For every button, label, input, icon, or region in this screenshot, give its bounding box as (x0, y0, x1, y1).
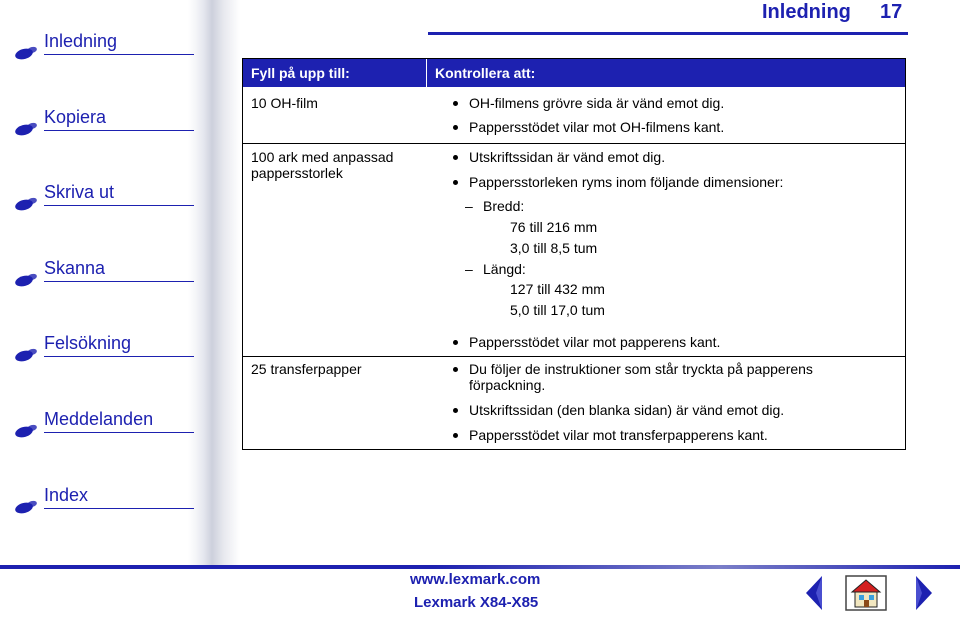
bullet-icon (453, 101, 458, 106)
next-page-icon[interactable] (904, 572, 942, 614)
bullet-icon (453, 408, 458, 413)
blue-blob-icon (14, 118, 42, 136)
sidebar-item-inledning[interactable] (14, 30, 182, 60)
blue-blob-icon (14, 344, 42, 362)
blue-blob-icon (14, 42, 42, 60)
row-item: 100 ark med anpassad pappersstorlek (251, 149, 394, 181)
check-text: Pappersstödet vilar mot OH-filmens kant. (469, 119, 725, 135)
footer-url-link[interactable]: www.lexmark.com (410, 571, 541, 588)
paper-load-table (242, 58, 906, 450)
blue-blob-icon (14, 269, 42, 287)
divider (44, 205, 194, 206)
sidebar-item-label: Kopiera (44, 107, 107, 127)
divider (44, 432, 194, 433)
check-text: Du följer de instruktioner som står tryckta på papperens förpackning. (469, 361, 813, 393)
footer-bar (0, 565, 960, 569)
page-number: 17 (880, 1, 903, 23)
bullet-icon (453, 340, 458, 345)
dimension-value: 3,0 till 8,5 tum (510, 240, 598, 256)
blue-blob-icon (14, 420, 42, 438)
header-rule (428, 32, 908, 35)
divider (44, 281, 194, 282)
home-icon[interactable] (844, 572, 888, 614)
dimension-value: 76 till 216 mm (510, 219, 598, 235)
row-item: 10 OH-film (251, 95, 318, 111)
dimension-value: 127 till 432 mm (510, 281, 605, 297)
column-header-check: Kontrollera att: (427, 59, 905, 87)
bullet-icon (453, 125, 458, 130)
sidebar-item-kopiera[interactable] (14, 106, 182, 136)
footer-model: Lexmark X84-X85 (414, 594, 539, 611)
sidebar-item-label: Felsökning (44, 333, 132, 353)
row-item: 25 transferpapper (251, 361, 362, 377)
bullet-icon (453, 155, 458, 160)
check-text: Pappersstödet vilar mot transferpapperens kant. (469, 427, 768, 443)
check-text: Utskriftssidan är vänd emot dig. (469, 149, 666, 165)
sidebar-item-meddelanden[interactable] (14, 408, 182, 438)
sidebar-item-index[interactable] (14, 484, 182, 514)
page-title: Inledning (762, 1, 851, 23)
sidebar-item-skanna[interactable] (14, 257, 182, 287)
row-divider (243, 143, 905, 144)
check-text: OH-filmens grövre sida är vänd emot dig. (469, 95, 725, 111)
divider (44, 130, 194, 131)
row-divider (243, 356, 905, 357)
check-text: Utskriftssidan (den blanka sidan) är vänd emot dig. (469, 402, 785, 418)
dash-marker: – (465, 261, 473, 277)
divider (44, 54, 194, 55)
dimension-value: 5,0 till 17,0 tum (510, 302, 605, 318)
bullet-icon (453, 367, 458, 372)
bullet-icon (453, 180, 458, 185)
sidebar-item-felsokning[interactable] (14, 332, 182, 362)
dimension-label: Bredd: (483, 198, 525, 214)
sidebar-item-label: Index (44, 485, 89, 505)
sidebar-item-label: Skriva ut (44, 182, 115, 202)
sidebar-item-label: Inledning (44, 31, 118, 51)
sidebar-item-label: Meddelanden (44, 409, 154, 429)
dash-marker: – (465, 198, 473, 214)
divider (44, 356, 194, 357)
check-text: Pappersstödet vilar mot papperens kant. (469, 334, 721, 350)
divider (44, 508, 194, 509)
sidebar-item-label: Skanna (44, 258, 106, 278)
previous-page-icon[interactable] (796, 572, 834, 614)
column-header-fill: Fyll på upp till: (243, 59, 426, 87)
sidebar-item-skriva-ut[interactable] (14, 181, 182, 211)
check-text: Pappersstorleken ryms inom följande dimensioner: (469, 174, 784, 190)
blue-blob-icon (14, 193, 42, 211)
blue-blob-icon (14, 496, 42, 514)
bullet-icon (453, 433, 458, 438)
dimension-label: Längd: (483, 261, 526, 277)
